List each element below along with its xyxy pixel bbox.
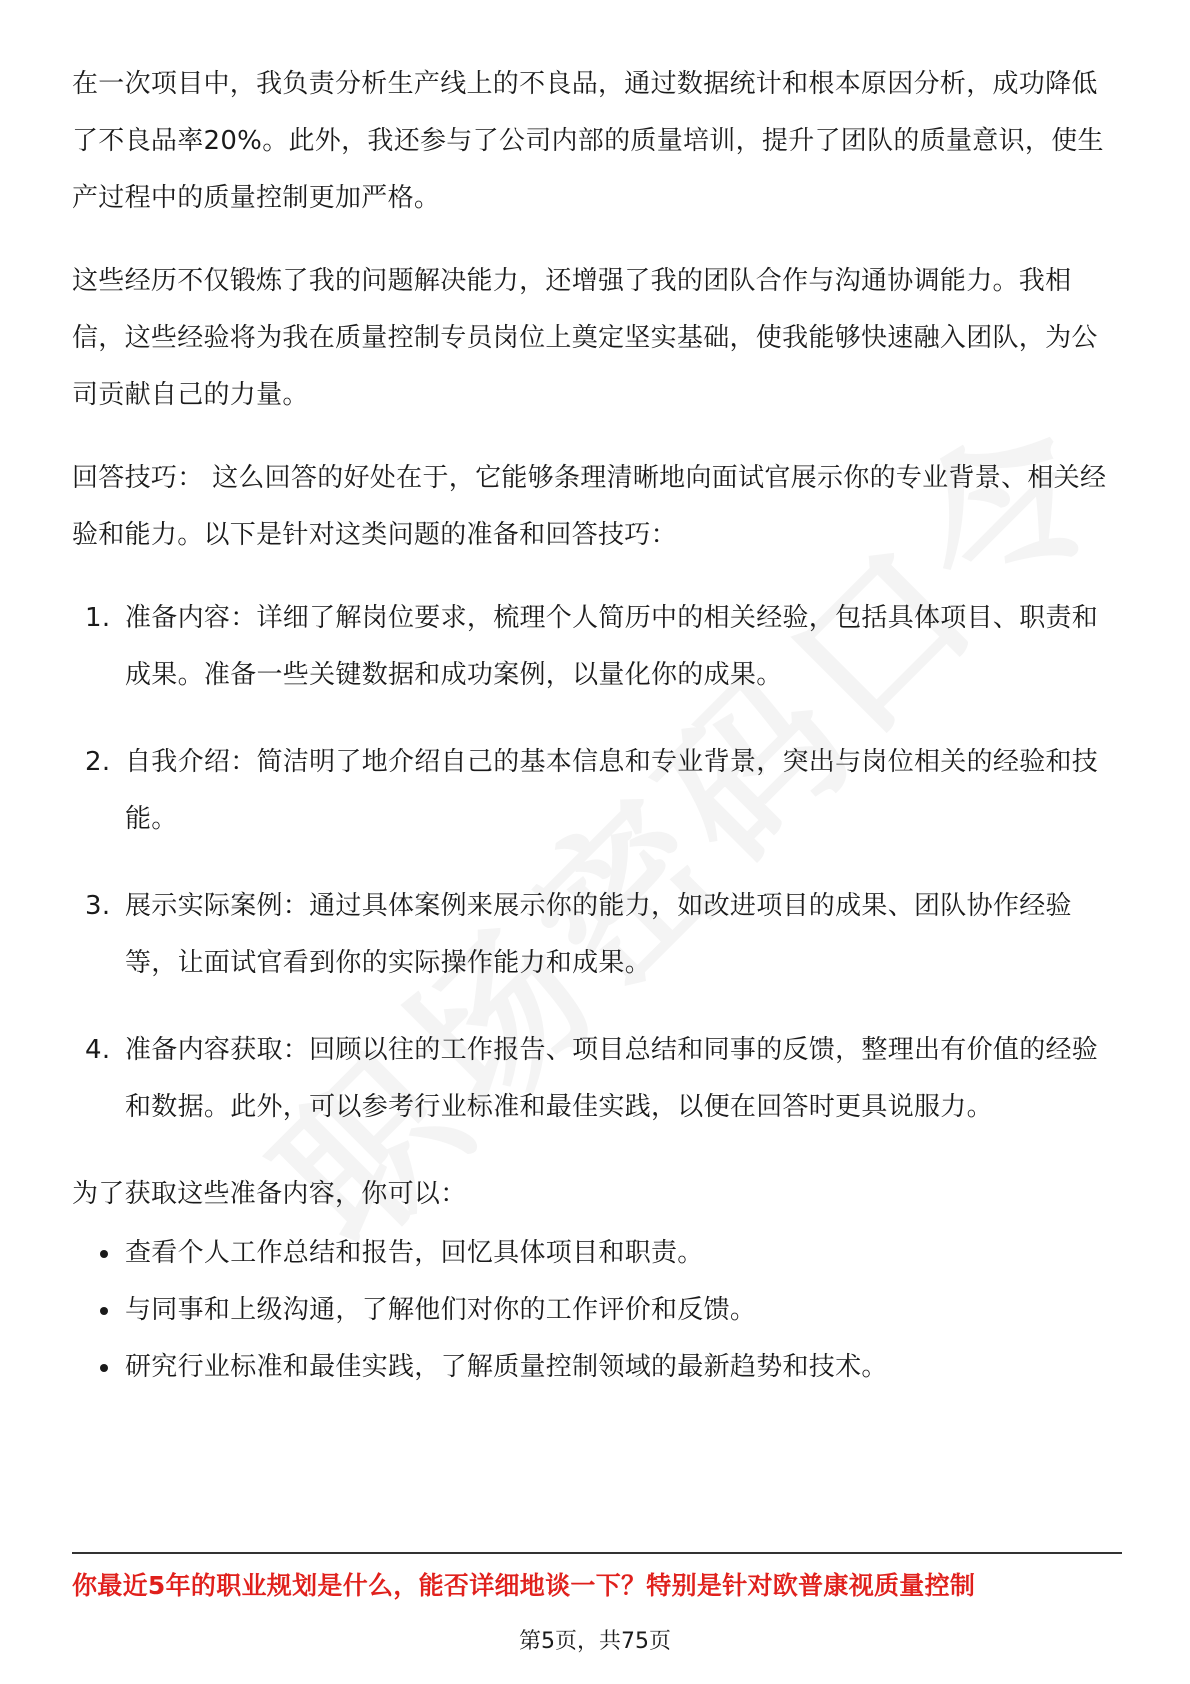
prep-item: [72, 1225, 1122, 1282]
prep-item-text: 研究行业标准和最佳实践，了解质量控制领域的最新趋势和技术。: [125, 1352, 888, 1382]
bullet-icon: [100, 1307, 108, 1315]
prep-item-text: 查看个人工作总结和报告，回忆具体项目和职责。: [125, 1238, 704, 1268]
tip-item: [72, 734, 1122, 848]
page-number: 第5页，共75页: [519, 1629, 671, 1654]
tip-item: [72, 1022, 1122, 1136]
tip-number: 2.: [85, 747, 111, 777]
divider: [72, 1552, 1122, 1554]
prep-item: [72, 1282, 1122, 1339]
bullet-icon: [100, 1364, 108, 1372]
tip-text: 自我介绍：简洁明了地介绍自己的基本信息和专业背景，突出与岗位相关的经验和技能。: [125, 747, 1099, 834]
paragraph-answer-tips: 回答技巧： 这么回答的好处在于，它能够条理清晰地向面试官展示你的专业背景、相关经验和能力。以下是针对这类问题的准备和回答技巧：: [72, 463, 1107, 550]
paragraph-prep-intro: 为了获取这些准备内容，你可以：: [72, 1179, 467, 1209]
tips-list: [72, 590, 1122, 1136]
tip-text: 准备内容：详细了解岗位要求，梳理个人简历中的相关经验，包括具体项目、职责和成果。准备一些关键数据和成功案例，以量化你的成果。: [125, 603, 1099, 690]
tip-text: 准备内容获取：回顾以往的工作报告、项目总结和同事的反馈，整理出有价值的经验和数据。此外，可以参考行业标准和最佳实践，以便在回答时更具说服力。: [125, 1035, 1099, 1122]
next-question-heading: 你最近5年的职业规划是什么，能否详细地谈一下？特别是针对欧普康视质量控制: [72, 1571, 976, 1600]
tip-item: [72, 590, 1122, 704]
paragraph-summary: 这些经历不仅锻炼了我的问题解决能力，还增强了我的团队合作与沟通协调能力。我相信，这些经验将为我在质量控制专员岗位上奠定坚实基础，使我能够快速融入团队，为公司贡献自己的力量。: [72, 266, 1098, 410]
prep-item: [72, 1339, 1122, 1396]
tip-text: 展示实际案例：通过具体案例来展示你的能力，如改进项目的成果、团队协作经验等，让面试官看到你的实际操作能力和成果。: [125, 891, 1072, 978]
tip-item: [72, 878, 1122, 992]
tip-number: 3.: [85, 891, 111, 921]
prep-list: [72, 1225, 1122, 1396]
paragraph-experience: 在一次项目中，我负责分析生产线上的不良品，通过数据统计和根本原因分析，成功降低了不良品率20%。此外，我还参与了公司内部的质量培训，提升了团队的质量意识，使生产过程中的质量控制更加严格。: [72, 69, 1104, 213]
tip-number: 4.: [85, 1035, 111, 1065]
bullet-icon: [100, 1250, 108, 1258]
document-body: [72, 56, 1122, 1396]
tip-number: 1.: [85, 603, 111, 633]
prep-item-text: 与同事和上级沟通，了解他们对你的工作评价和反馈。: [125, 1295, 757, 1325]
